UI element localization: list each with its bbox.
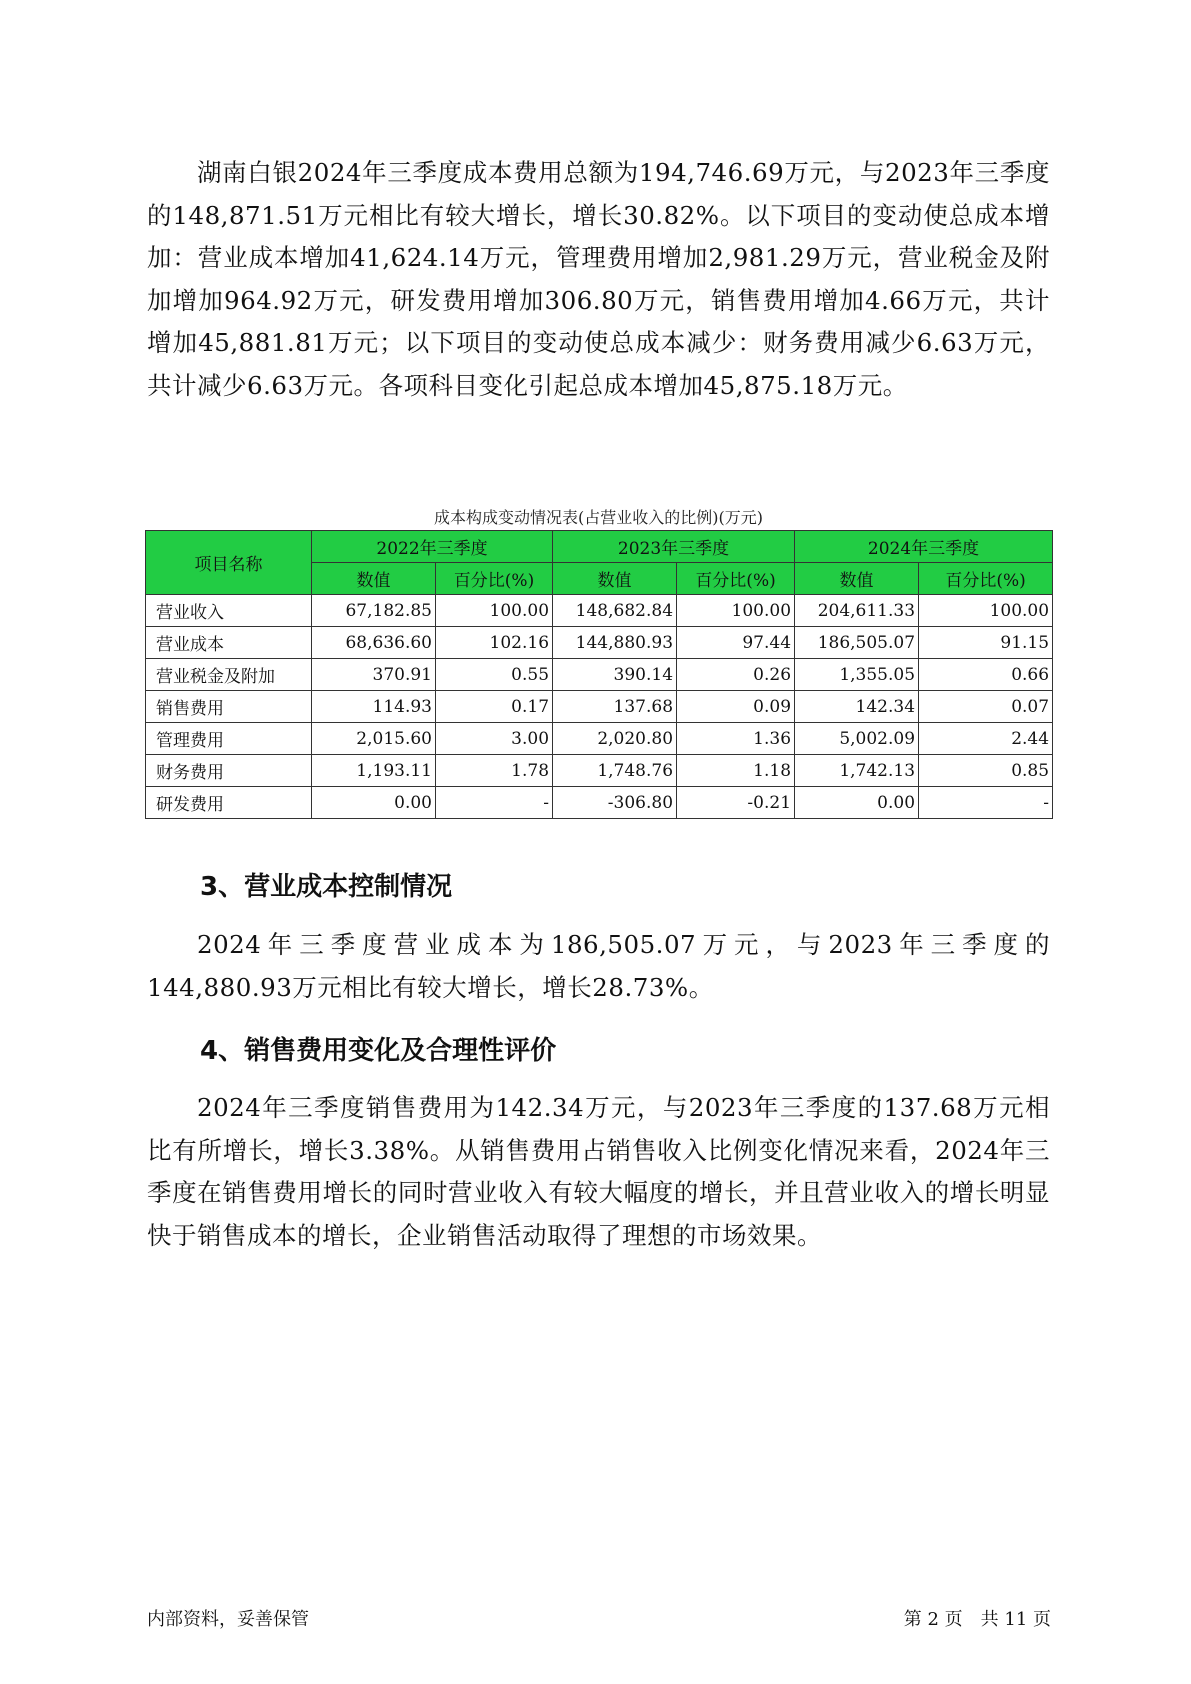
cell-percent: 100.00: [436, 595, 553, 627]
cell-percent: 91.15: [919, 627, 1053, 659]
table-caption: 成本构成变动情况表(占营业收入的比例)(万元): [434, 508, 763, 527]
cell-value: 1,748.76: [553, 755, 677, 787]
header-period-2022: 2022年三季度: [312, 531, 553, 563]
cell-percent: 0.26: [677, 659, 795, 691]
table-row: [146, 627, 1053, 659]
cell-percent: 0.55: [436, 659, 553, 691]
cell-percent: 3.00: [436, 723, 553, 755]
cell-value: 114.93: [312, 691, 436, 723]
cell-percent: 97.44: [677, 627, 795, 659]
paragraph-cost-summary: 湖南白银2024年三季度成本费用总额为194,746.69万元，与2023年三季度的148,871.51万元相比有较大增长，增长30.82%。以下项目的变动使总成本增加：营业成本增加41,624.14万元，管理费用增加2,981.29万元，营业税金及附加增加964.92万元，研发费用增加306.80万元，销售费用增加4.66万元，共计增加45,881.81万元；以下项目的变动使总成本减少：财务费用减少6.63万元，共计减少6.63万元。各项科目变化引起总成本增加45,875.18万元。: [147, 158, 1050, 400]
cell-percent: 102.16: [436, 627, 553, 659]
footer-confidential-note: 内部资料，妥善保管: [147, 1609, 309, 1630]
cell-percent: 100.00: [919, 595, 1053, 627]
subheader-value: 数值: [795, 563, 919, 595]
row-item-name: 研发费用: [146, 787, 312, 819]
cell-value: 137.68: [553, 691, 677, 723]
row-item-name: 营业收入: [146, 595, 312, 627]
cell-value: 68,636.60: [312, 627, 436, 659]
header-period-2024: 2024年三季度: [795, 531, 1053, 563]
cell-value: 0.00: [312, 787, 436, 819]
cell-value: 390.14: [553, 659, 677, 691]
cell-value: 5,002.09: [795, 723, 919, 755]
subheader-percent: 百分比(%): [436, 563, 553, 595]
table-header-row: [146, 531, 1053, 563]
header-item-name: 项目名称: [146, 531, 312, 595]
section-heading-operating-cost: 3、营业成本控制情况: [200, 872, 453, 902]
cell-value: 144,880.93: [553, 627, 677, 659]
cell-percent: 0.17: [436, 691, 553, 723]
table-row: [146, 787, 1053, 819]
section-heading-selling-expense: 4、销售费用变化及合理性评价: [200, 1036, 557, 1066]
paragraph-operating-cost: 2024年三季度营业成本为186,505.07万元，与2023年三季度的144,880.93万元相比有较大增长，增长28.73%。: [147, 930, 1050, 1002]
row-item-name: 营业税金及附加: [146, 659, 312, 691]
cell-value: 67,182.85: [312, 595, 436, 627]
cell-value: 186,505.07: [795, 627, 919, 659]
subheader-value: 数值: [312, 563, 436, 595]
cell-percent: 1.78: [436, 755, 553, 787]
cell-value: 148,682.84: [553, 595, 677, 627]
footer-page-number: 第 2 页 共 11 页: [903, 1609, 1051, 1630]
cell-percent: 0.66: [919, 659, 1053, 691]
subheader-percent: 百分比(%): [919, 563, 1053, 595]
cell-percent: 0.85: [919, 755, 1053, 787]
table-row: [146, 723, 1053, 755]
cell-percent: 0.09: [677, 691, 795, 723]
row-item-name: 销售费用: [146, 691, 312, 723]
cell-percent: -: [919, 787, 1053, 819]
cell-value: 1,355.05: [795, 659, 919, 691]
cell-value: 204,611.33: [795, 595, 919, 627]
cell-value: 1,193.11: [312, 755, 436, 787]
row-item-name: 财务费用: [146, 755, 312, 787]
cell-percent: -: [436, 787, 553, 819]
cell-value: 142.34: [795, 691, 919, 723]
cell-value: -306.80: [553, 787, 677, 819]
table-row: [146, 659, 1053, 691]
cost-structure-table: [145, 530, 1053, 819]
header-period-2023: 2023年三季度: [553, 531, 795, 563]
subheader-percent: 百分比(%): [677, 563, 795, 595]
row-item-name: 管理费用: [146, 723, 312, 755]
cell-percent: 1.18: [677, 755, 795, 787]
cell-value: 370.91: [312, 659, 436, 691]
cell-percent: 100.00: [677, 595, 795, 627]
table-row: [146, 691, 1053, 723]
cell-value: 2,015.60: [312, 723, 436, 755]
cell-percent: 1.36: [677, 723, 795, 755]
cell-percent: 0.07: [919, 691, 1053, 723]
cell-value: 2,020.80: [553, 723, 677, 755]
cell-value: 0.00: [795, 787, 919, 819]
subheader-value: 数值: [553, 563, 677, 595]
cell-percent: -0.21: [677, 787, 795, 819]
cell-value: 1,742.13: [795, 755, 919, 787]
cell-percent: 2.44: [919, 723, 1053, 755]
table-row: [146, 755, 1053, 787]
table-row: [146, 595, 1053, 627]
row-item-name: 营业成本: [146, 627, 312, 659]
paragraph-selling-expense: 2024年三季度销售费用为142.34万元，与2023年三季度的137.68万元相比有所增长，增长3.38%。从销售费用占销售收入比例变化情况来看，2024年三季度在销售费用增长的同时营业收入有较大幅度的增长，并且营业收入的增长明显快于销售成本的增长，企业销售活动取得了理想的市场效果。: [147, 1093, 1050, 1250]
